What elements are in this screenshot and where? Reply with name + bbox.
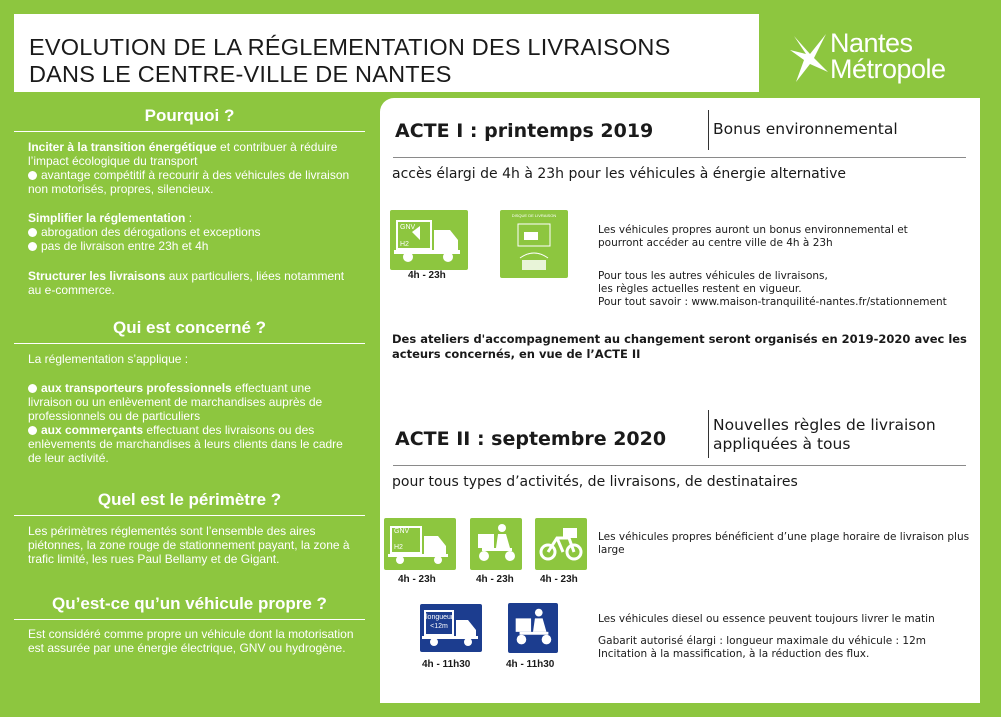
delivery-disc-sticker bbox=[500, 210, 568, 278]
acte1-subtitle: Bonus environnemental bbox=[713, 120, 898, 138]
page-title-line1: EVOLUTION DE LA RÉGLEMENTATION DES LIVRAISONS bbox=[29, 34, 671, 60]
length-badge-line2: <12m bbox=[430, 623, 448, 630]
acte2-subtitle bbox=[713, 416, 936, 454]
concerne-b2-bold: aux commerçants bbox=[41, 423, 144, 437]
acte2-subtitle-line2: appliquées à tous bbox=[713, 435, 851, 453]
truck-badge-line2: H2 bbox=[400, 241, 409, 248]
truck-badge bbox=[394, 528, 409, 552]
section-concerne bbox=[14, 318, 365, 344]
pourquoi-p1-bullet: avantage compétitif à recourir à des véhicules de livraison non motorisés, propres, silencieux. bbox=[28, 168, 350, 196]
divider bbox=[14, 343, 365, 344]
acte2-blue-label-2: 4h - 11h30 bbox=[506, 659, 555, 670]
footer-website-url: nantesmetropole.fr bbox=[806, 680, 946, 697]
section-title-pourquoi: Pourquoi ? bbox=[144, 106, 235, 125]
acte2-green-label-3: 4h - 23h bbox=[540, 574, 578, 585]
vertical-divider bbox=[708, 110, 709, 150]
concerne-intro: La réglementation s’applique : bbox=[28, 352, 189, 366]
bike-icon bbox=[535, 518, 587, 570]
truck-length-icon bbox=[420, 604, 482, 652]
acte2-blue-label-1: 4h - 11h30 bbox=[422, 659, 471, 670]
logo-text bbox=[830, 30, 946, 82]
bullet-icon bbox=[28, 384, 37, 393]
nantes-metropole-logo bbox=[790, 30, 980, 90]
cargo-scooter-icon bbox=[470, 518, 522, 570]
sticker-label: DISQUE DE LIVRAISON bbox=[511, 213, 557, 218]
acte1-lead: accès élargi de 4h à 23h pour les véhicules à énergie alternative bbox=[392, 166, 847, 182]
pourquoi-p3-bold: Structurer les livraisons bbox=[28, 269, 166, 283]
ateliers-note: Des ateliers d'accompagnement au changement seront organisés en 2019-2020 avec les acteurs concernés, en vue de l’ACTE II bbox=[392, 332, 967, 361]
clean-truck-icon bbox=[384, 518, 456, 570]
truck-badge-line1: GNV bbox=[400, 224, 416, 231]
section-title-propre: Qu’est-ce qu’un véhicule propre ? bbox=[52, 594, 327, 613]
pourquoi-p1-bold: Inciter à la transition énergétique bbox=[28, 140, 217, 154]
pourquoi-paragraph-2 bbox=[28, 211, 358, 253]
acte2-subtitle-line1: Nouvelles règles de livraison bbox=[713, 416, 936, 434]
acte1-note2 bbox=[598, 270, 983, 309]
acte2-green-label-1: 4h - 23h bbox=[398, 574, 436, 585]
cargo-scooter-blue-icon bbox=[508, 603, 558, 653]
horizontal-divider bbox=[393, 157, 966, 158]
propre-text: Est considéré comme propre un véhicule dont la motorisation est assurée par une énergie électrique, GNV ou hydrogène. bbox=[28, 627, 354, 655]
truck-badge-line2: H2 bbox=[394, 544, 403, 551]
acte1-note2-line2: les règles actuelles restent en vigueur. bbox=[598, 283, 802, 295]
acte2-note3-line2: Incitation à la massification, à la réduction des flux. bbox=[598, 648, 870, 660]
divider bbox=[14, 131, 365, 132]
section-pourquoi bbox=[14, 106, 365, 132]
vertical-divider bbox=[708, 410, 709, 458]
divider bbox=[14, 515, 365, 516]
concerne-b2-rest: effectuant des livraisons ou des enlèvements de marchandises à leurs clients dans le cadre de leur activité. bbox=[28, 423, 343, 465]
truck-badge-line1: GNV bbox=[394, 528, 410, 535]
acte1-note1: Les véhicules propres auront un bonus environnemental et pourront accéder au centre ville de 4h à 23h bbox=[598, 224, 908, 249]
bullet-icon bbox=[28, 171, 37, 180]
acte2-lead: pour tous types d’activités, de livraisons, de destinataires bbox=[392, 474, 798, 490]
acte2-title: ACTE II : septembre 2020 bbox=[395, 428, 667, 450]
section-title-concerne: Qui est concerné ? bbox=[112, 318, 267, 337]
horizontal-divider bbox=[393, 465, 966, 466]
concerne-bullets bbox=[28, 381, 358, 465]
perimetre-text: Les périmètres réglementés sont l’ensemble des aires piétonnes, la zone rouge de stationnement payant, la zone à trafic limité, les rues Paul Bellamy et de Gigant. bbox=[28, 524, 350, 566]
left-column bbox=[14, 92, 365, 703]
scooter-icon bbox=[470, 518, 522, 570]
acte2-note3 bbox=[598, 635, 978, 661]
section-perimetre bbox=[14, 490, 365, 516]
pourquoi-p3-rest: aux particuliers, liées notamment au e-commerce. bbox=[28, 269, 345, 297]
logo-line2: Métropole bbox=[830, 54, 946, 84]
section-propre bbox=[14, 594, 365, 620]
acte2-note3-line1: Gabarit autorisé élargi : longueur maximale du véhicule : 12m bbox=[598, 635, 926, 647]
acte2-green-label-2: 4h - 23h bbox=[476, 574, 514, 585]
acte1-truck-label: 4h - 23h bbox=[408, 270, 446, 281]
page-title-line2: DANS LE CENTRE-VILLE DE NANTES bbox=[29, 61, 452, 87]
divider bbox=[14, 619, 365, 620]
acte1-note2-line1: Pour tous les autres véhicules de livraisons, bbox=[598, 270, 828, 282]
pourquoi-p2-bold: Simplifier la réglementation bbox=[28, 211, 186, 225]
cargo-bike-icon bbox=[535, 518, 587, 570]
clean-truck-icon bbox=[390, 210, 468, 270]
acte1-title: ACTE I : printemps 2019 bbox=[395, 120, 654, 142]
pourquoi-p2-rest: : bbox=[185, 211, 193, 225]
section-title-perimetre: Quel est le périmètre ? bbox=[97, 490, 282, 509]
logo-line1: Nantes bbox=[830, 28, 913, 58]
scooter-icon bbox=[508, 603, 558, 653]
pourquoi-p2-bullet-2: pas de livraison entre 23h et 4h bbox=[41, 239, 209, 253]
sticker-icon bbox=[500, 210, 568, 278]
length-badge bbox=[426, 613, 452, 631]
pourquoi-p1-rest: et contribuer à réduire l’impact écologique du transport bbox=[28, 140, 338, 168]
pourquoi-paragraph-3 bbox=[28, 269, 358, 297]
bullet-icon bbox=[28, 228, 37, 237]
bullet-icon bbox=[28, 426, 37, 435]
pourquoi-paragraph-1 bbox=[28, 140, 358, 196]
acte1-note2-line3: Pour tout savoir : www.maison-tranquilité-nantes.fr/stationnement bbox=[598, 296, 947, 308]
header-banner bbox=[14, 14, 759, 92]
concerne-b1-bold: aux transporteurs professionnels bbox=[41, 381, 232, 395]
pourquoi-p2-bullet-1: abrogation des dérogations et exceptions bbox=[41, 225, 261, 239]
truck-badge bbox=[400, 224, 415, 249]
right-panel bbox=[380, 98, 980, 703]
concerne-b1-rest: effectuant une livraison ou un enlèvement de marchandises auprès de professionnels ou de particuliers bbox=[28, 381, 323, 423]
star-icon bbox=[790, 32, 830, 84]
acte2-note1: Les véhicules propres bénéficient d’une plage horaire de livraison plus large bbox=[598, 531, 970, 556]
length-badge-line1: longueur bbox=[426, 614, 454, 621]
bullet-icon bbox=[28, 242, 37, 251]
acte2-note2: Les véhicules diesel ou essence peuvent toujours livrer le matin bbox=[598, 613, 935, 625]
